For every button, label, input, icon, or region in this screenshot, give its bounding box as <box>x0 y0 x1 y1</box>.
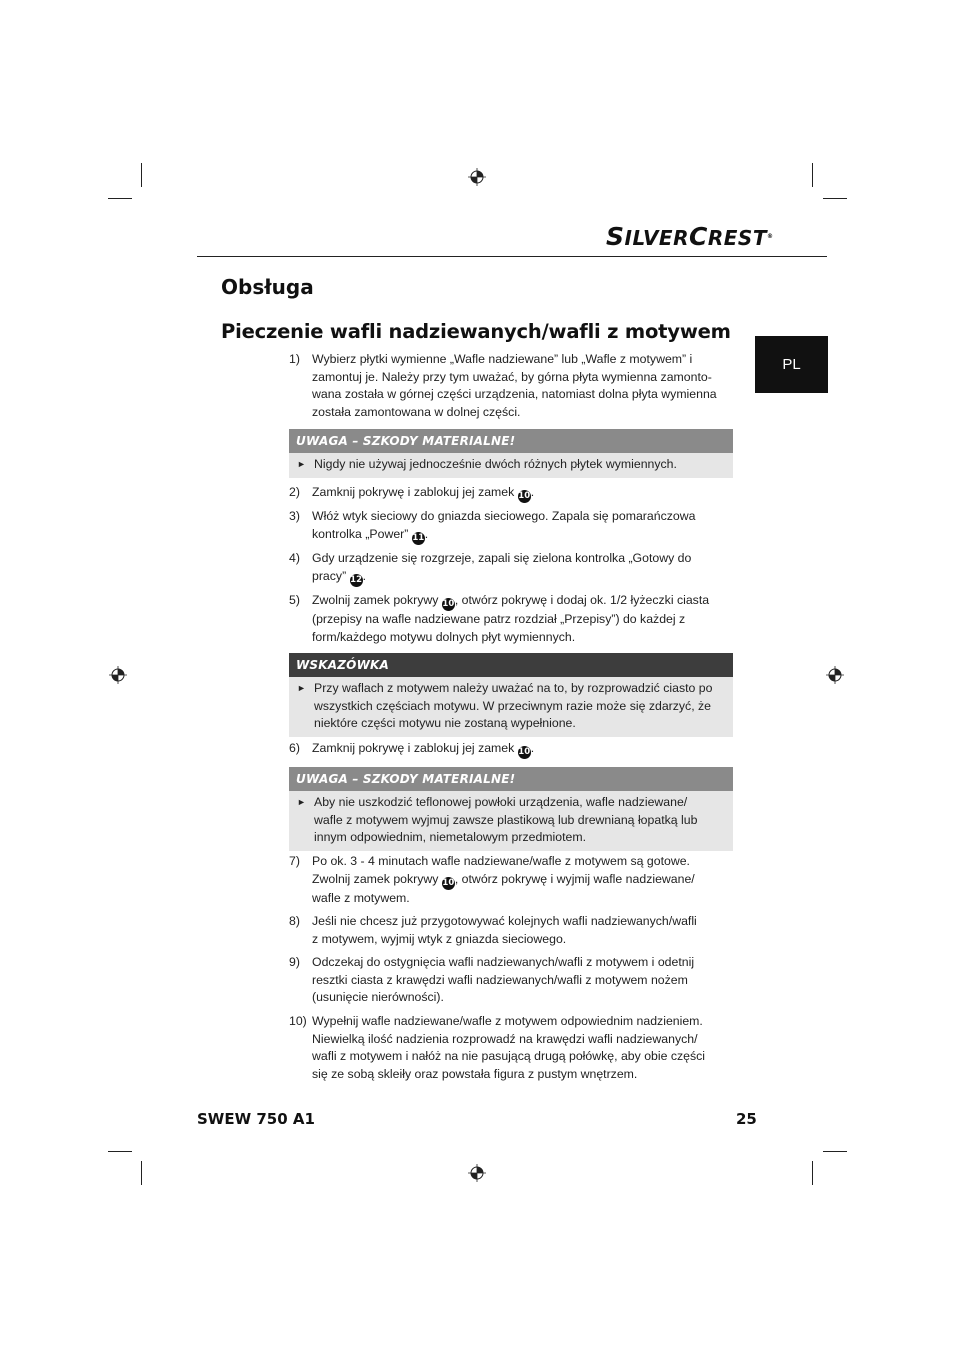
step-10: 10) Wypełnij wafle nadziewane/wafle z motywem odpowiednim nadzieniem. Niewielką ilość nadzienia rozprowadź na krawędzi wafli nadziewanych/ wafli z motywem i nałóż na nie pasującą drugą połówkę, aby obie części się ze sobą skleiły oraz powstała figura z pustym wnętrzem. <box>289 1014 706 1081</box>
arrow-bullet-icon: ► <box>297 797 306 807</box>
subsection-title: Pieczenie wafli nadziewanych/wafli z motywem <box>221 320 731 343</box>
language-tab: PL <box>755 336 828 393</box>
reference-number-badge: 11 <box>412 532 425 543</box>
notice-title: UWAGA – SZKODY MATERIALNE! <box>289 767 733 791</box>
crop-mark <box>823 198 847 199</box>
reference-number-badge: 10 <box>442 877 455 888</box>
reference-number-badge: 12 <box>350 574 363 585</box>
registration-mark-icon <box>109 666 127 684</box>
crop-mark <box>812 163 813 187</box>
step-3: 3) Włóż wtyk sieciowy do gniazda sieciowego. Zapala się pomarańczowa kontrolka „Power” 11. <box>289 509 696 543</box>
reference-number-badge: 10 <box>518 491 531 501</box>
crop-mark <box>108 198 132 199</box>
step-8: 8) Jeśli nie chcesz już przygotowywać kolejnych wafli nadziewanych/wafli z motywem, wyjmij wtyk z gniazda sieciowego. <box>289 914 697 946</box>
step-5: 5) Zwolnij zamek pokrywy 10, otwórz pokrywę i dodaj ok. 1/2 łyżeczki ciasta (przepisy na wafle nadziewane patrz rozdział „Przepisy”) do każdej z form/każdego motywu dolnych płyt wymiennych. <box>289 593 710 644</box>
page-number: 25 <box>736 1110 757 1128</box>
notice-hint <box>289 653 733 737</box>
notice-title: UWAGA – SZKODY MATERIALNE! <box>289 429 733 453</box>
reference-number-badge: 10 <box>442 599 455 609</box>
crop-mark <box>823 1151 847 1152</box>
step-2: 2) Zamknij pokrywę i zablokuj jej zamek 10. <box>289 485 535 501</box>
arrow-bullet-icon: ► <box>297 459 306 469</box>
step-6: 6) Zamknij pokrywę i zablokuj jej zamek 10. <box>289 741 535 757</box>
model-number: SWEW 750 A1 <box>197 1110 315 1128</box>
notice-material-damage <box>289 767 733 851</box>
notice-body: ► Przy waflach z motywem należy uważać na to, by rozprowadzić ciasto po wszystkich częściach motywu. W przeciwnym razie może się zdarzyć, że niektóre części motywu nie zostaną wypełnione. <box>289 677 733 737</box>
crop-mark <box>141 163 142 187</box>
step-1: 1) Wybierz płytki wymienne „Wafle nadziewane” lub „Wafle z motywem” i zamontuj je. Należy przy tym uważać, by górna płyta wymienna zamonto- wana została w górnej części urządzenia, natomiast dolna płyta wymienna została zamontowana w dolnej części. <box>289 352 717 419</box>
reference-number-badge: 10 <box>518 747 531 757</box>
arrow-bullet-icon: ► <box>297 683 306 693</box>
registration-mark-icon <box>826 666 844 684</box>
step-9: 9) Odczekaj do ostygnięcia wafli nadziewanych/wafli z motywem i odetnij resztki ciasta z krawędzi wafli nadziewanych/wafli z motywem nożem (usunięcie nierówności). <box>289 955 695 1004</box>
registration-mark-icon <box>468 1164 486 1182</box>
header-divider <box>197 256 827 257</box>
notice-material-damage <box>289 429 733 478</box>
registration-mark-icon <box>468 168 486 186</box>
step-7: 7) Po ok. 3 - 4 minutach wafle nadziewane/wafle z motywem są gotowe. Zwolnij zamek pokrywy 10, otwórz pokrywę i wyjmij wafle nadziewane/ wafle z motywem. <box>289 854 695 905</box>
notice-title: WSKAZÓWKA <box>289 653 733 677</box>
brand-logo: SILVERCREST® <box>606 222 774 251</box>
crop-mark <box>108 1151 132 1152</box>
crop-mark <box>141 1161 142 1185</box>
section-title: Obsługa <box>221 275 314 299</box>
notice-body: ► Aby nie uszkodzić teflonowej powłoki urządzenia, wafle nadziewane/ wafle z motywem wyjmuj zawsze plastikową lub drewnianą łopatką lub innym odpowiednim, niemetalowym przedmiotem. <box>289 791 733 851</box>
step-4: 4) Gdy urządzenie się rozgrzeje, zapali się zielona kontrolka „Gotowy do pracy” 12. <box>289 551 692 585</box>
crop-mark <box>812 1161 813 1185</box>
notice-body: ► Nigdy nie używaj jednocześnie dwóch różnych płytek wymiennych. <box>289 453 733 478</box>
